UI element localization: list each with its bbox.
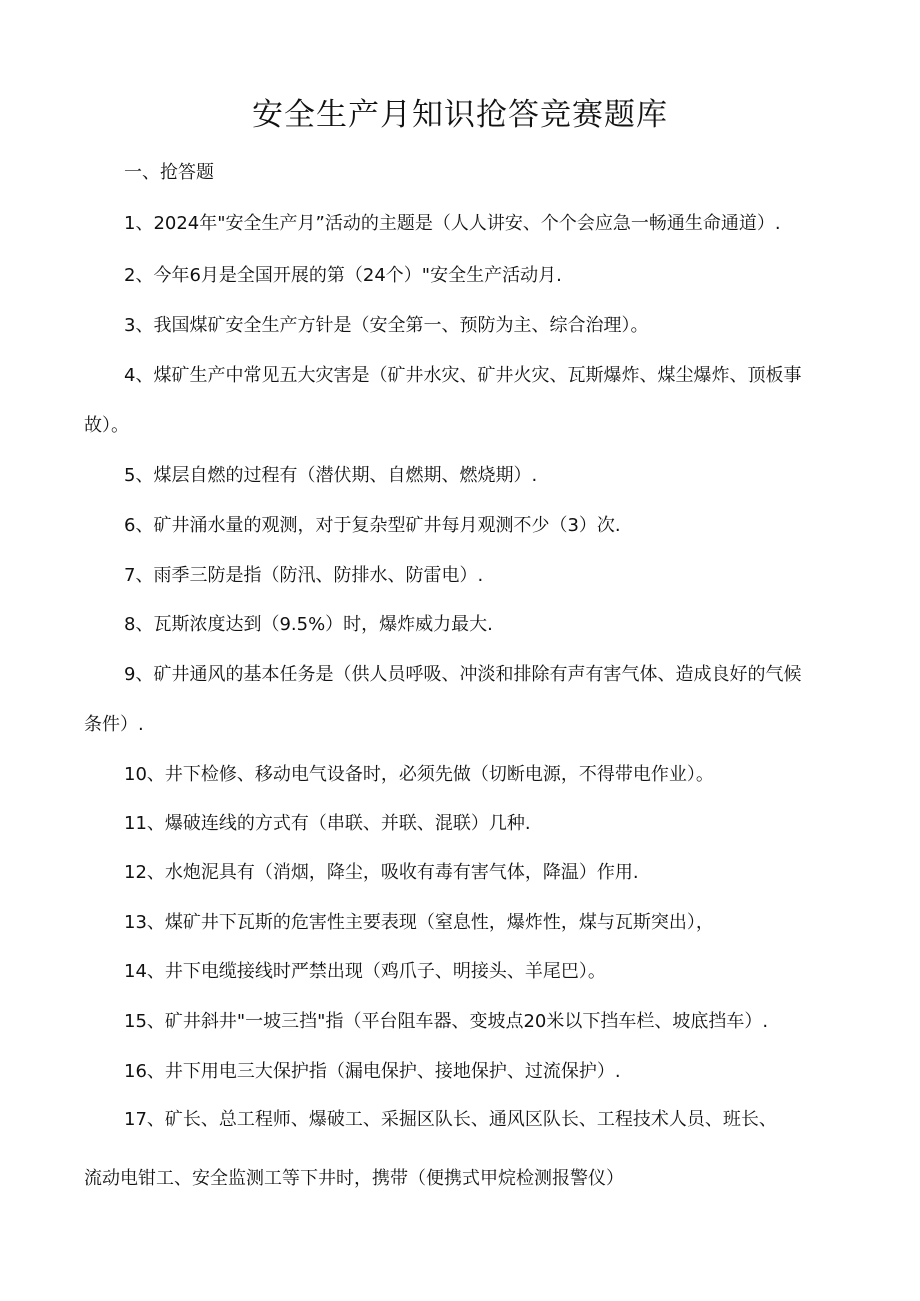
question-4-continued: 故）。	[84, 415, 129, 436]
question-9: 9、矿井通风的基本任务是（供人员呼吸、冲淡和排除有声有害气体、造成良好的气候	[124, 664, 802, 685]
question-10: 10、井下检修、移动电气设备时，必须先做（切断电源，不得带电作业）。	[124, 764, 714, 785]
question-15: 15、矿井斜井"一坡三挡"指（平台阻车器、变坡点20米以下挡车栏、坡底挡车）.	[124, 1011, 769, 1032]
question-5: 5、煤层自燃的过程有（潜伏期、自燃期、燃烧期）.	[124, 465, 538, 486]
question-1: 1、2024年"安全生产月”活动的主题是（人人讲安、个个会应急一畅通生命通道）.	[124, 213, 781, 234]
question-3: 3、我国煤矿安全生产方针是（安全第一、预防为主、综合治理）。	[124, 315, 649, 336]
question-4: 4、煤矿生产中常见五大灾害是（矿井水灾、矿井火灾、瓦斯爆炸、煤尘爆炸、顶板事	[124, 365, 802, 386]
question-14: 14、井下电缆接线时严禁出现（鸡爪子、明接头、羊尾巴）。	[124, 961, 606, 982]
question-7: 7、雨季三防是指（防汛、防排水、防雷电）.	[124, 565, 484, 586]
question-16: 16、井下用电三大保护指（漏电保护、接地保护、过流保护）.	[124, 1061, 621, 1082]
question-2: 2、今年6月是全国开展的第（24个）"安全生产活动月.	[124, 265, 562, 286]
page-title: 安全生产月知识抢答竞赛题库	[252, 97, 668, 133]
question-12: 12、水炮泥具有（消烟，降尘，吸收有毒有害气体，降温）作用.	[124, 862, 639, 883]
question-17-continued: 流动电钳工、安全监测工等下井时，携带（便携式甲烷检测报警仪）	[84, 1168, 624, 1189]
question-9-continued: 条件）.	[84, 714, 144, 735]
question-17: 17、矿长、总工程师、爆破工、采掘区队长、通风区队长、工程技术人员、班长、	[124, 1109, 777, 1130]
question-8: 8、瓦斯浓度达到（9.5%）时，爆炸威力最大.	[124, 614, 493, 635]
question-13: 13、煤矿井下瓦斯的危害性主要表现（窒息性，爆炸性，煤与瓦斯突出），	[124, 912, 714, 933]
question-6: 6、矿井涌水量的观测，对于复杂型矿井每月观测不少（3）次.	[124, 515, 621, 536]
section-heading: 一、抢答题	[124, 162, 214, 183]
question-11: 11、爆破连线的方式有（串联、并联、混联）几种.	[124, 813, 531, 834]
